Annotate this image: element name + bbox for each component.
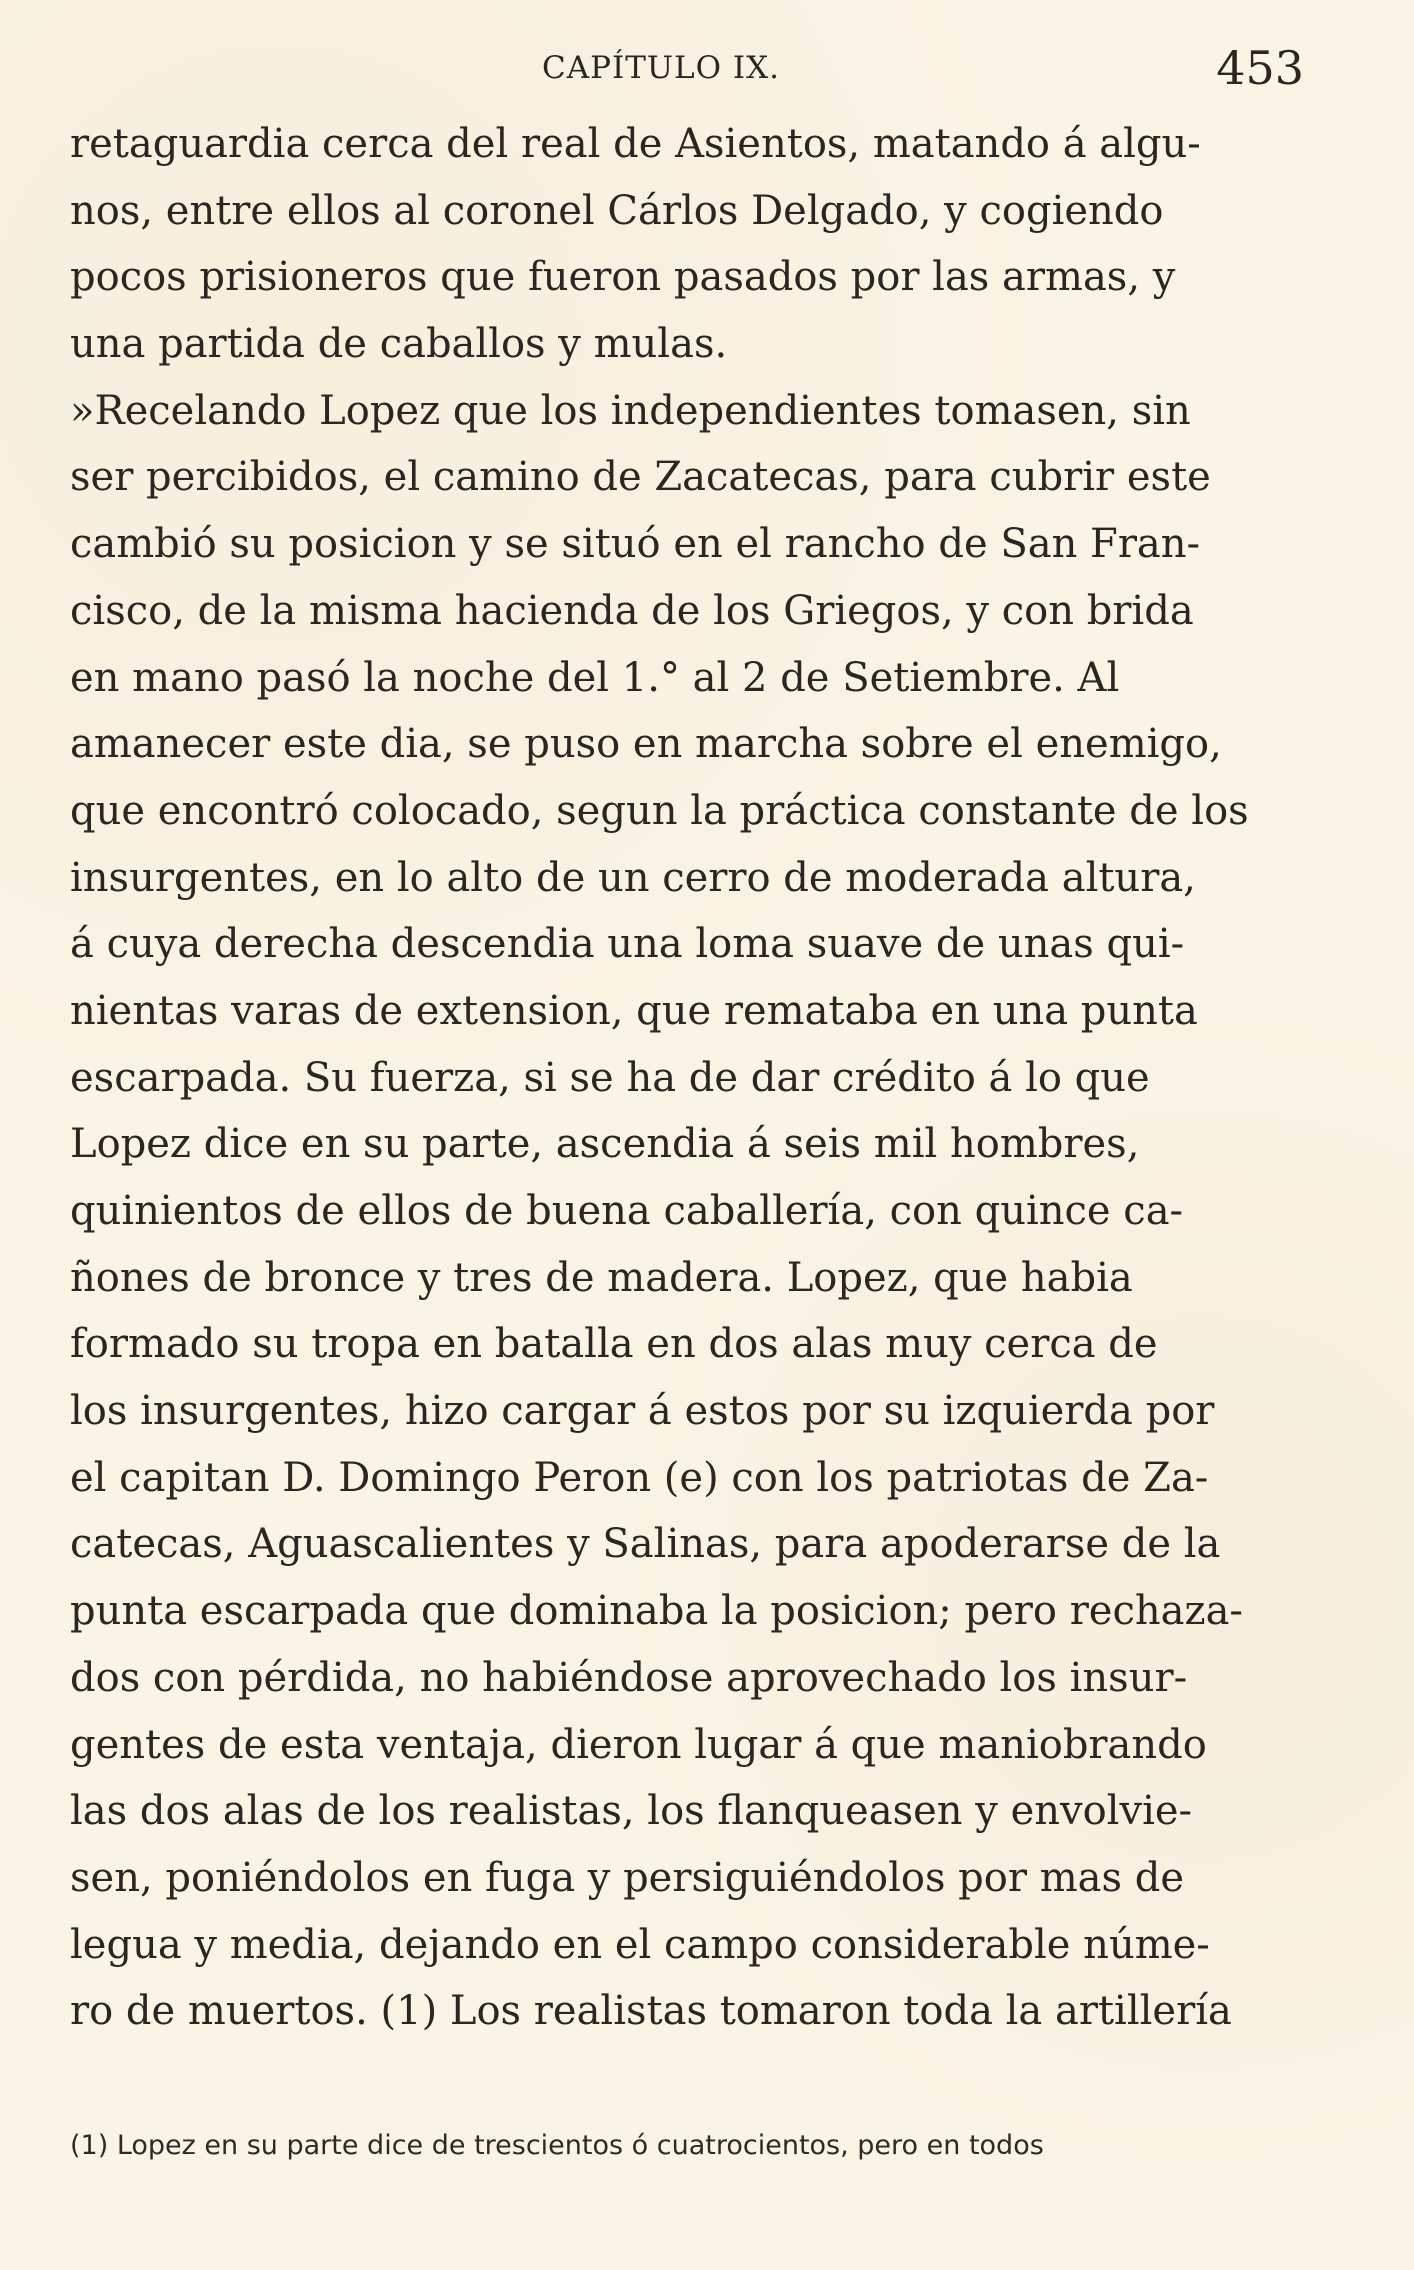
text-line: quinientos de ellos de buena caballería, con quince ca- <box>70 1188 1184 1234</box>
text-line: punta escarpada que dominaba la posicion; pero rechaza- <box>70 1588 1243 1635</box>
text-line: retaguardia cerca del real de Asientos, matando á algu- <box>70 121 1201 167</box>
footnote: (1) Lopez en su parte dice de trescientos ó cuatrocientos, pero en todos <box>70 2130 1044 2161</box>
text-line: una partida de caballos y mulas. <box>70 321 728 368</box>
text-line: nos, entre ellos al coronel Cárlos Delgado, y cogiendo <box>70 187 1164 234</box>
text-line: las dos alas de los realistas, los flanqueasen y envolvie- <box>70 1788 1193 1835</box>
text-line: sen, poniéndolos en fuga y persiguiéndolos por mas de <box>70 1854 1185 1901</box>
text-line: el capitan D. Domingo Peron (e) con los patriotas de Za- <box>70 1454 1209 1501</box>
text-line: dos con pérdida, no habiéndose aprovechado los insur- <box>70 1654 1188 1701</box>
main-text <box>70 111 1304 2045</box>
text-line: pocos prisioneros que fueron pasados por las armas, y <box>70 254 1176 301</box>
text-line: ser percibidos, el camino de Zacatecas, para cubrir este <box>70 454 1211 501</box>
text-line: formado su tropa en batalla en dos alas muy cerca de <box>70 1321 1158 1368</box>
text-line: los insurgentes, hizo cargar á estos por su izquierda por <box>70 1388 1215 1435</box>
text-line: insurgentes, en lo alto de un cerro de moderada altura, <box>70 854 1196 901</box>
text-line: Lopez dice en su parte, ascendia á seis mil hombres, <box>70 1121 1140 1168</box>
text-line: catecas, Aguascalientes y Salinas, para apoderarse de la <box>70 1521 1221 1568</box>
text-line: legua y media, dejando en el campo considerable núme- <box>70 1921 1210 1968</box>
text-line: amanecer este dia, se puso en marcha sobre el enemigo, <box>70 721 1222 768</box>
text-line: nientas varas de extension, que remataba en una punta <box>70 987 1198 1034</box>
text-line: cambió su posicion y se situó en el rancho de San Fran- <box>70 521 1201 568</box>
page-number: 453 <box>1216 41 1304 95</box>
text-line: ro de muertos. (1) Los realistas tomaron toda la artillería <box>70 1988 1232 2035</box>
text-line: que encontró colocado, segun la práctica constante de los <box>70 787 1249 834</box>
page-header <box>70 38 1304 98</box>
text-line: »Recelando Lopez que los independientes tomasen, sin <box>70 387 1191 434</box>
text-line: á cuya derecha descendia una loma suave de unas qui- <box>70 921 1185 968</box>
text-line: gentes de esta ventaja, dieron lugar á que maniobrando <box>70 1721 1207 1768</box>
text-line: ñones de bronce y tres de madera. Lopez, que habia <box>70 1254 1133 1301</box>
chapter-heading: CAPÍTULO IX. <box>542 50 781 86</box>
text-line: cisco, de la misma hacienda de los Griegos, y con brida <box>70 587 1194 634</box>
text-line: escarpada. Su fuerza, si se ha de dar crédito á lo que <box>70 1054 1150 1101</box>
text-line: en mano pasó la noche del 1.° al 2 de Setiembre. Al <box>70 654 1120 701</box>
